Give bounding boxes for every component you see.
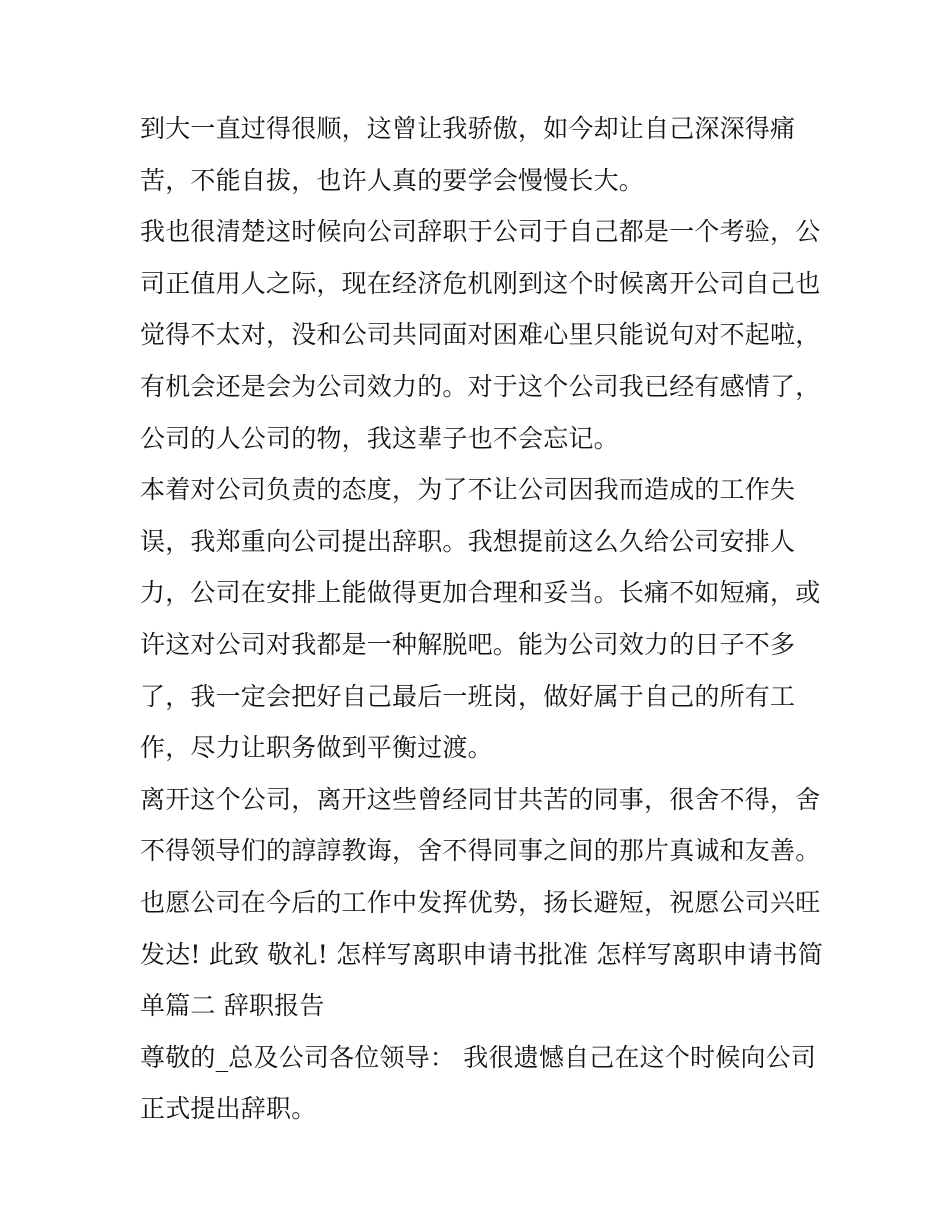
text-line: 我也很清楚这时候向公司辞职于公司于自己都是一个考验，公 (140, 217, 821, 247)
text-line: 苦，不能自拔，也许人真的要学会慢慢长大。 (140, 165, 645, 195)
text-line: 单篇二 辞职报告 (140, 991, 325, 1021)
text-line: 觉得不太对，没和公司共同面对困难心里只能说句对不起啦， (140, 320, 821, 350)
text-line: 不得领导们的諄諄教诲，舍不得同事之间的那片真诚和友善。 (140, 836, 821, 866)
text-line: 也愿公司在今后的工作中发挥优势，扬长避短，祝愿公司兴旺 (140, 887, 821, 917)
text-line: 发达! 此致 敬礼! 怎样写离职申请书批准 怎样写离职申请书简 (140, 939, 824, 969)
text-line: 尊敬的_总及公司各位领导： 我很遗憾自己在这个时候向公司 (140, 1042, 817, 1072)
text-line: 本着对公司负责的态度，为了不让公司因我而造成的工作失 (140, 475, 796, 505)
text-line: 力，公司在安排上能做得更加合理和妥当。长痛不如短痛，或 (140, 578, 821, 608)
text-line: 正式提出辞职。 (140, 1094, 317, 1124)
document-body (140, 103, 824, 1135)
text-line: 有机会还是会为公司效力的。对于这个公司我已经有感情了， (140, 371, 821, 401)
text-line: 司正值用人之际，现在经济危机刚到这个时候离开公司自己也 (140, 268, 821, 298)
text-line: 误，我郑重向公司提出辞职。我想提前这么久给公司安排人 (140, 526, 796, 556)
text-line: 了，我一定会把好自己最后一班岗，做好属于自己的所有工 (140, 681, 796, 711)
text-line: 公司的人公司的物，我这辈子也不会忘记。 (140, 423, 619, 453)
text-line: 到大一直过得很顺，这曾让我骄傲，如今却让自己深深得痛 (140, 114, 796, 143)
text-line: 作，尽力让职务做到平衡过渡。 (140, 733, 493, 763)
text-line: 许这对公司对我都是一种解脱吧。能为公司效力的日子不多 (140, 629, 796, 659)
text-line: 离开这个公司，离开这些曾经同甘共苦的同事，很舍不得，舍 (140, 784, 821, 814)
